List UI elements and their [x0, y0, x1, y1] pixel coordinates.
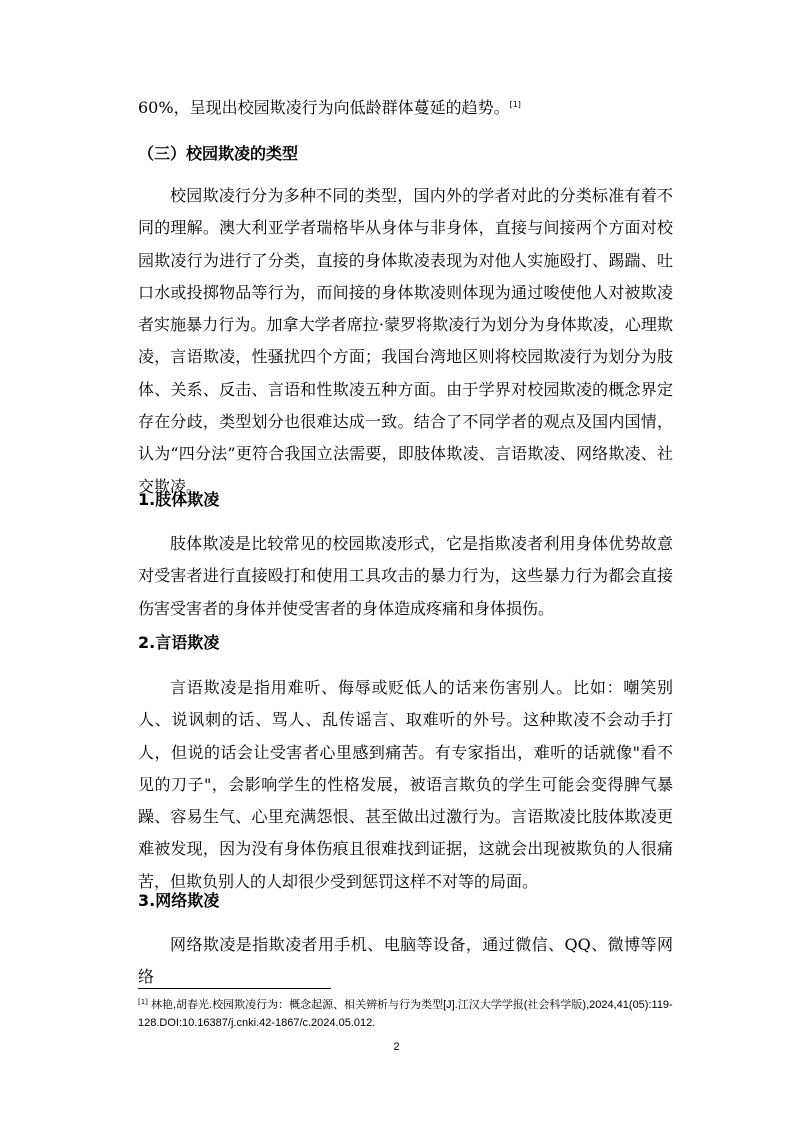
carry-line: 60%，呈现出校园欺凌行为向低龄群体蔓延的趋势。: [138, 98, 510, 117]
intro-paragraph: [138, 180, 673, 503]
physical-paragraph-text: 肢体欺凌是比较常见的校园欺凌形式，它是指欺凌者利用身体优势故意对受害者进行直接殴打和使用工具攻击的暴力行为，这些暴力行为都会直接伤害受害者的身体并使受害者的身体造成疼痛和身体损伤。: [138, 534, 673, 618]
physical-paragraph: [138, 528, 673, 625]
section-heading-text: （三）校园欺凌的类型: [138, 144, 299, 163]
carry-over-text: [138, 92, 673, 124]
verbal-paragraph: [138, 672, 673, 898]
verbal-paragraph-text: 言语欺凌是指用难听、侮辱或贬低人的话来伤害别人。比如：嘲笑别人、说讽刺的话、骂人、乱传谣言、取难听的外号。这种欺凌不会动手打人，但说的话会让受害者心里感到痛苦。有专家指出，难听的话就像"看不见的刀子"，会影响学生的性格发展，被语言欺负的学生可能会变得脾气暴躁、容易生气、心里充满怨恨、甚至做出过激行为。言语欺凌比肢体欺凌更难被发现，因为没有身体伤痕且很难找到证据，这就会出现被欺负的人很痛苦，但欺负别人的人却很少受到惩罚这样不对等的局面。: [138, 678, 673, 891]
subheading-online: [138, 885, 673, 917]
footnote-text: 林艳,胡春光.校园欺凌行为：概念起源、相关辨析与行为类型[J].江汉大学学报(社会科学版),2024,41(05):119-128.DOI:10.16387/j.cnki.42-1867/c.2024.05.012.: [138, 999, 673, 1029]
subheading-online-text: 3.网络欺凌: [138, 891, 220, 910]
section-heading: [138, 138, 673, 170]
intro-paragraph-text: 校园欺凌行分为多种不同的类型，国内外的学者对此的分类标准有着不同的理解。澳大利亚学者瑞格毕从身体与非身体，直接与间接两个方面对校园欺凌行为进行了分类，直接的身体欺凌表现为对他人实施殴打、踢踹、吐口水或投掷物品等行为，而间接的身体欺凌则体现为通过唆使他人对被欺凌者实施暴力行为。加拿大学者席拉·蒙罗将欺凌行为划分为身体欺凌，心理欺凌，言语欺凌，性骚扰四个方面；我国台湾地区则将校园欺凌行为划分为肢体、关系、反击、言语和性欺凌五种方面。由于学界对校园欺凌的概念界定存在分歧，类型划分也很难达成一致。结合了不同学者的观点及国内国情，认为“四分法”更符合我国立法需要，即肢体欺凌、言语欺凌、网络欺凌、社交欺凌。: [138, 186, 673, 496]
footnote: [138, 996, 673, 1032]
subheading-physical: [138, 484, 673, 516]
online-paragraph-text: 网络欺凌是指欺凌者用手机、电脑等设备，通过微信、QQ、微博等网络: [138, 935, 673, 987]
subheading-verbal: [138, 627, 673, 659]
footnote-marker: [1]: [138, 998, 148, 1006]
footnote-ref[interactable]: [1]: [509, 100, 521, 109]
page-number: 2: [393, 1041, 400, 1053]
footnote-divider: [138, 988, 331, 989]
subheading-physical-text: 1.肢体欺凌: [138, 490, 220, 509]
subheading-verbal-text: 2.言语欺凌: [138, 633, 220, 652]
online-paragraph: [138, 929, 673, 994]
